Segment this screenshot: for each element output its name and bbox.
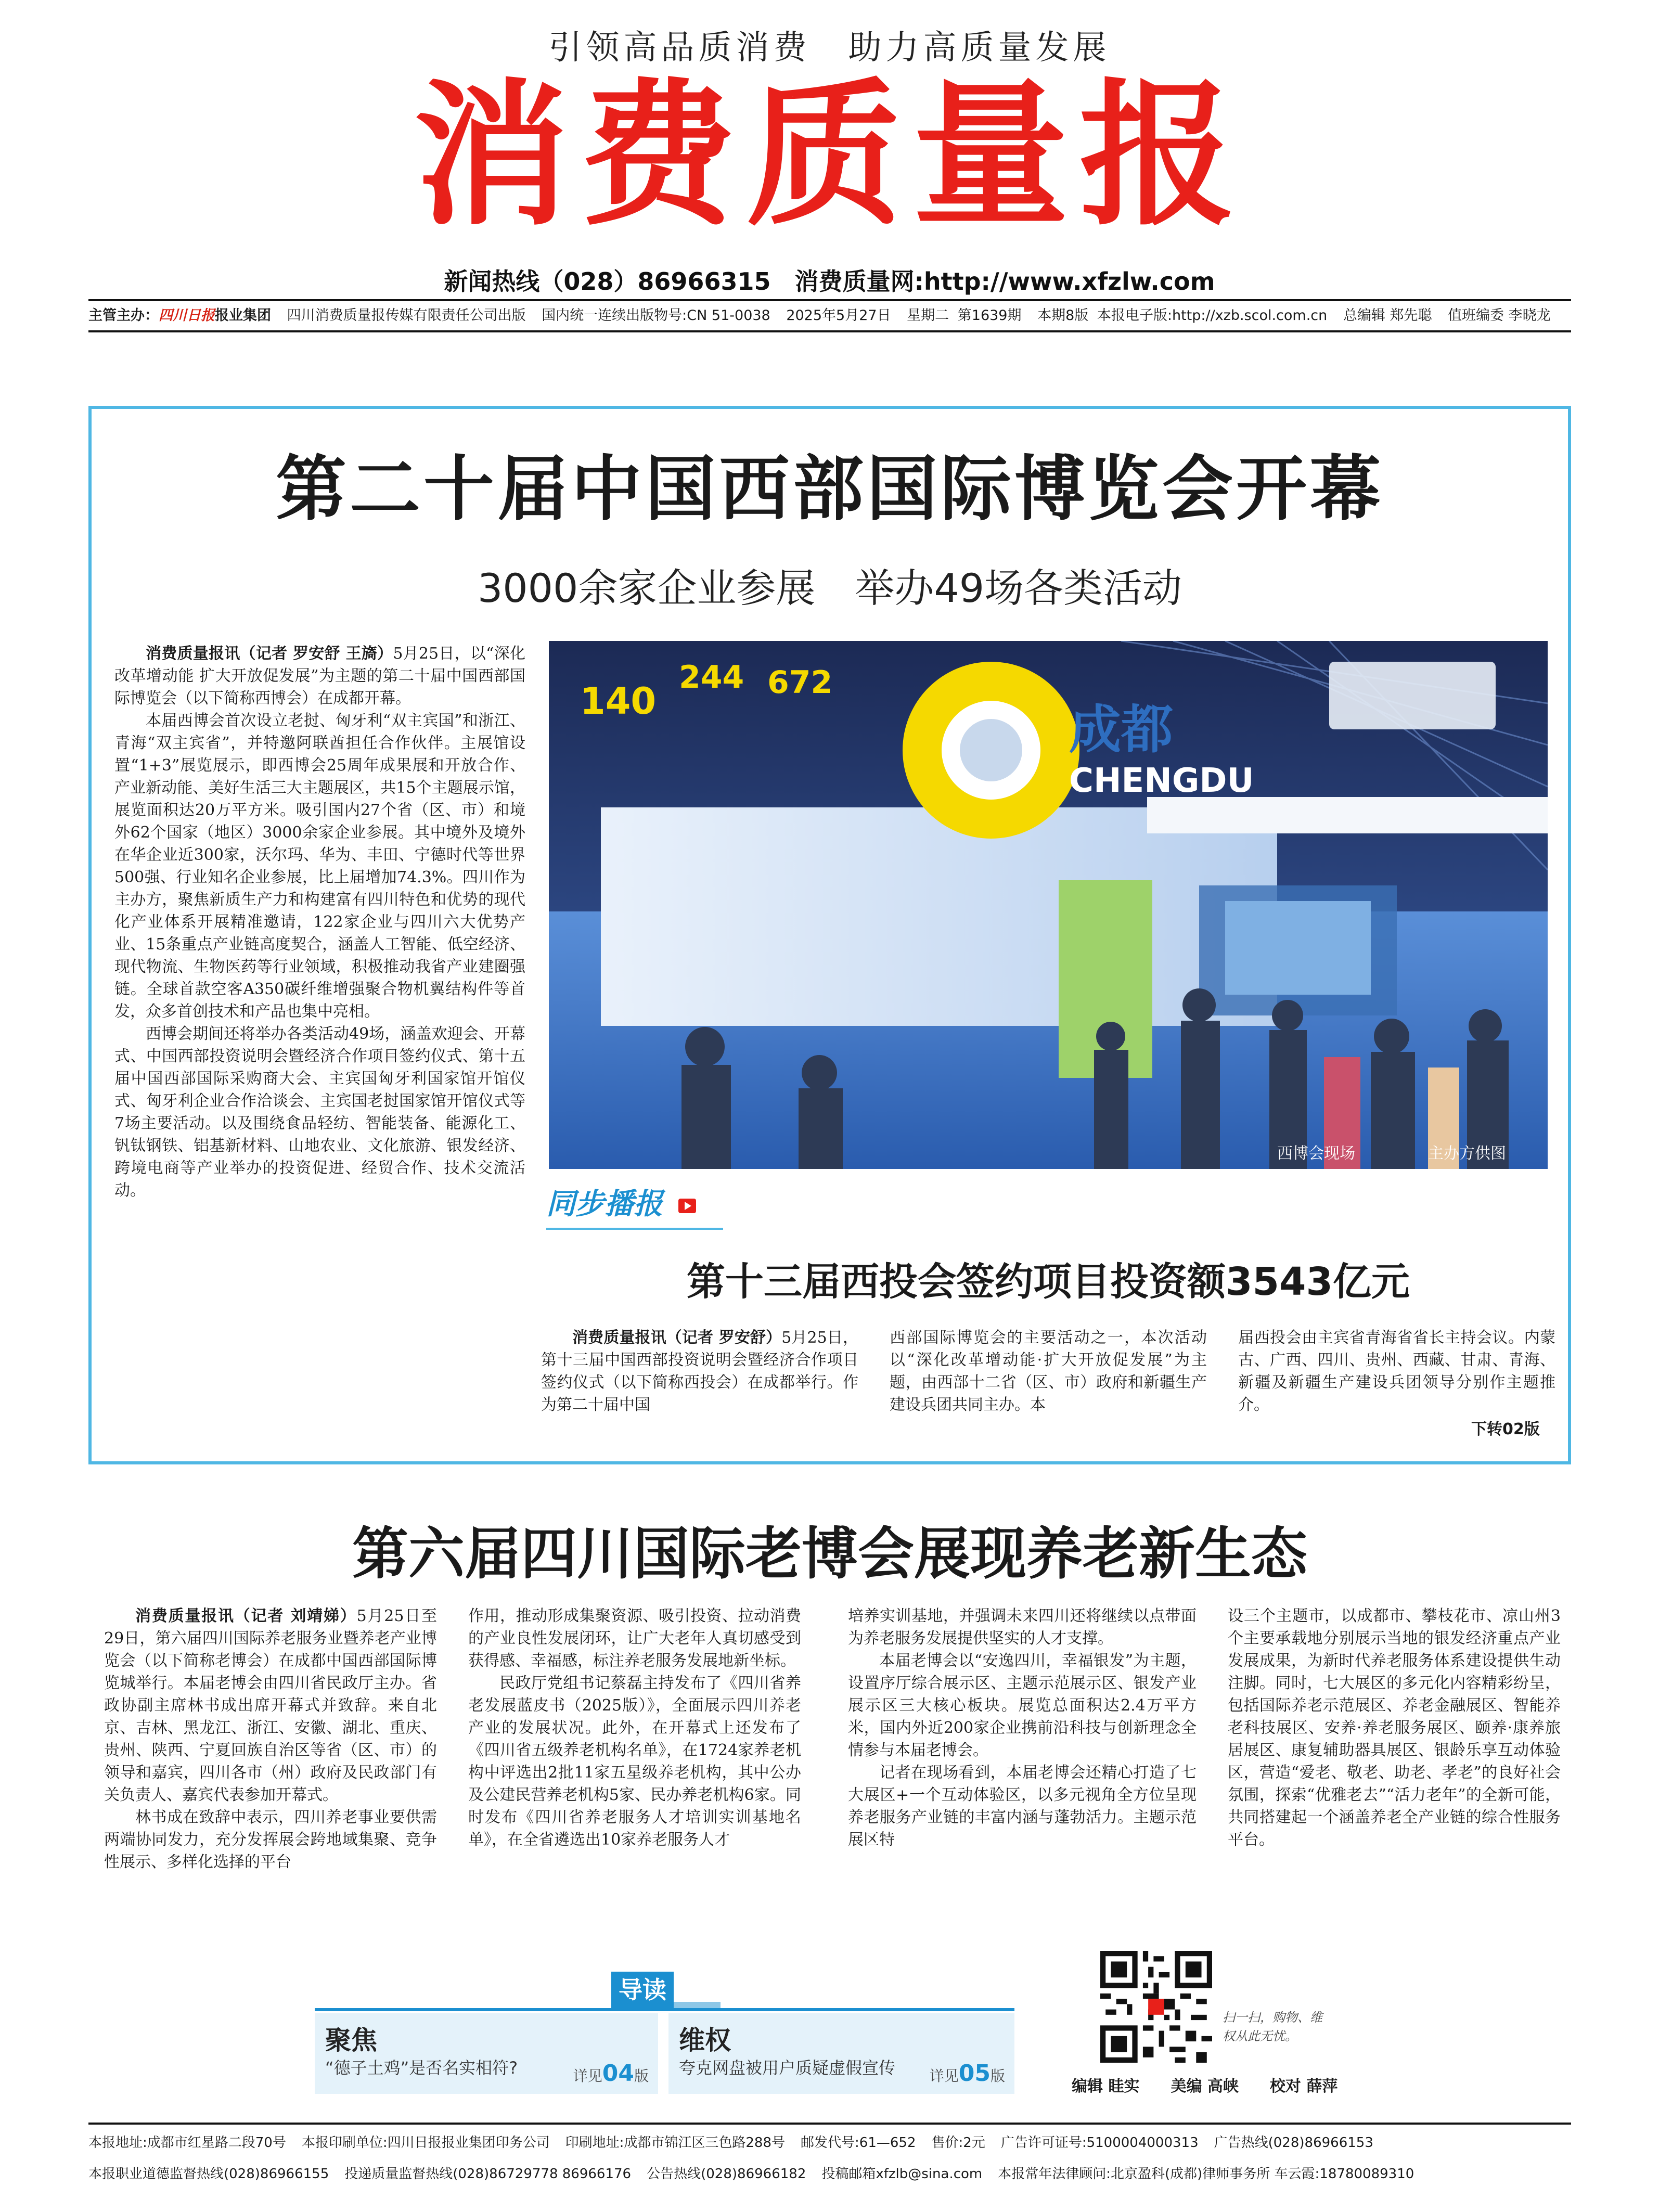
guide-item-focus[interactable] [315, 2013, 658, 2094]
guide-item-text: “德子土鸡”是否名实相符? [325, 2058, 518, 2078]
sichuan-daily-logo: 四川日报 [159, 307, 215, 324]
sync-column-1: 消费质量报讯（记者 罗安舒）5月25日，第十三届中国西部投资说明会暨经济合作项目签约仪式（以下简称西投会）在成都举行。作为第二十届中国 [541, 1329, 858, 1414]
footer-row-2: 本报职业道德监督热线(028)86966155 投递质量监督热线(028)86729778 86966176 公告热线(028)86966182 投稿邮箱xfzlb@sina.com 本报常年法律顾问:北京盈科(成都)律师事务所 车云霞:18780089310 [88, 2166, 1414, 2182]
expo-photo [549, 641, 1548, 1169]
sync-report-tag: 同步播报 [546, 1181, 723, 1230]
issue-number: 第1639期 [957, 307, 1022, 324]
photo-screen-number: 244 [679, 659, 744, 696]
publisher: 四川消费质量报传媒有限责任公司出版 [287, 307, 526, 324]
submission-email[interactable]: 投稿邮箱xfzlb@sina.com [821, 2166, 983, 2182]
guide-item-title: 维权 [679, 2025, 731, 2055]
masthead: 消费质量报 [413, 65, 1246, 247]
epaper-link[interactable]: 本报电子版:http://xzb.scol.com.cn [1097, 307, 1328, 324]
cn-number: 国内统一连续出版物号:CN 51-0038 [542, 307, 770, 324]
editor-credits: 编辑 眭实 美编 高峡 校对 薛萍 [1072, 2077, 1338, 2095]
guide-item-rights[interactable] [668, 2013, 1014, 2094]
sync-column-3: 届西投会由主宾省青海省省长主持会议。内蒙古、广西、四川、贵州、西藏、甘肃、青海、新疆及新疆生产建设兵团领导分别作主题推介。 [1238, 1329, 1555, 1414]
photo-screen-number: 140 [580, 680, 657, 723]
qr-code[interactable] [1100, 1951, 1212, 2063]
sync-headline: 第十三届西投会签约项目投资额3543亿元 [687, 1259, 1410, 1304]
photo-screen-number: 672 [767, 664, 833, 701]
second-headline: 第六届四川国际老博会展现养老新生态 [352, 1522, 1307, 1587]
photo-sign-cn: 成都 [1069, 699, 1173, 760]
guide-item-text: 夸克网盘被用户质疑虚假宣传 [679, 2058, 896, 2078]
issue-date: 2025年5月27日 [786, 307, 891, 324]
sponsor: 主管主办：四川日报报业集团 [88, 307, 271, 324]
guide-box [315, 1972, 1014, 2094]
sync-column-2: 西部国际博览会的主要活动之一，本次活动以“深化改革增动能·扩大开放促发展”为主题，由西部十二省（区、市）政府和新疆生产建设兵团共同主办。本 [890, 1329, 1207, 1414]
qr-note: 扫一扫，购物、维 权从此无忧。 [1223, 2010, 1322, 2043]
photo-sign-en: CHENGDU [1069, 762, 1254, 800]
hotline: 新闻热线（028）86966315 消费质量网:http://www.xfzlw.com [444, 267, 1215, 295]
photo-credit: 主办方供图 [1428, 1144, 1506, 1163]
chief-editor: 总编辑 郑先聪 [1343, 307, 1432, 324]
lead-headline: 第二十届中国西部国际博览会开幕 [276, 448, 1384, 531]
weekday: 星期二 [907, 307, 949, 324]
slogan: 引领高品质消费 助力高质量发展 [548, 29, 1111, 67]
guide-label: 导读 [611, 1972, 674, 2008]
second-column-2: 作用，推动形成集聚资源、吸引投资、拉动消费的产业良性发展闭环，让广大老年人真切感受到获得感、幸福感，标注养老服务发展地新坐标。 民政厅党组书记蔡磊主持发布了《四川省养老发展蓝皮书（2025版）》，全面展示四川养老产业的发展状况。此外，在开幕式上还发布了《四川省五级养老机构名单》，在1724家养老机构中评选出2批11家五星级养老机构，其中公办及公建民营养老机构5家、民办养老机构6家。同时发布《四川省养老服务人才培训实训基地名单》，在全省遴选出10家养老服务人才 [468, 1607, 801, 1849]
page-count: 本期8版 [1037, 307, 1089, 324]
info-bar [88, 299, 1571, 332]
second-column-3: 培养实训基地，并强调未来四川还将继续以点带面为养老服务发展提供坚实的人才支撑。 本届老博会以“安逸四川，幸福银发”为主题，设置序厅综合展示区、主题示范展示区、银发产业展示区三大核心板块。展览总面积达2.4万平方米，国内外近200家企业携前沿科技与创新理念全情参与本届老博会。 记者在现场看到，本届老博会还精心打造了七大展区+一个互动体验区，以多元视角全方位呈现养老服务产业链的丰富内涵与蓬勃活力。主题示范展区特 [848, 1607, 1197, 1849]
footer-row-1: 本报地址:成都市红星路二段70号 本报印刷单位:四川日报报业集团印务公司 印刷地址:成都市锦江区三色路288号 邮发代号:61—652 售价:2元 广告许可证号:5100004000313 广告热线(028)86966153 [88, 2135, 1373, 2151]
lead-story-column: 消费质量报讯（记者 罗安舒 王旖）5月25日，以“深化改革增动能 扩大开放促发展”为主题的第二十届中国西部国际博览会（以下简称西博会）在成都开幕。 本届西博会首次设立老挝、匈牙利“双主宾国”和浙江、青海“双主宾省”，并特邀阿联酋担任合作伙伴。主展馆设置“1+3”展览展示，即西博会25周年成果展和开放合作、产业新动能、美好生活三大主题展区，共15个主题展示馆，展览面积达20万平方米。吸引国内27个省（区、市）和境外62个国家（地区）3000余家企业参展。其中境外及境外在华企业近300家，沃尔玛、华为、丰田、宁德时代等世界500强、行业知名企业参展，比上届增加74.3%。四川作为主办方，聚焦新质生产力和构建富有四川特色和优势的现代化产业体系开展精准邀请，122家企业与四川六大优势产业、15条重点产业链高度契合，涵盖人工智能、低空经济、现代物流、生物医药等行业领域，积极推动我省产业建圈强链。全球首款空客A350碳纤维增强聚合物机翼结构件等首发，众多首创技术和产品也集中亮相。 西博会期间还将举办各类活动49场，涵盖欢迎会、开幕式、中国西部投资说明会暨经济合作项目签约仪式、第十五届中国西部国际采购商大会、主宾国匈牙利国家馆开馆仪式、匈牙利企业合作洽谈会、主宾国老挝国家馆开馆仪式等7场主要活动。以及围绕食品轻纺、智能装备、能源化工、钒钛钢铁、铝基新材料、山地农业、文化旅游、银发经济、跨境电商等产业举办的投资促进、经贸合作、技术交流活动。 [114, 645, 525, 1200]
guide-page-ref: 详见04版 [573, 2060, 649, 2087]
lead-subheadline: 3000余家企业参展 举办49场各类活动 [477, 565, 1182, 611]
second-column-4: 设三个主题市，以成都市、攀枝花市、凉山州3个主要承载地分别展示当地的银发经济重点产业发展成果，为新时代养老服务体系建设提供生动注脚。同时，七大展区的多元化内容精彩纷呈，包括国际养老示范展区、养老金融展区、智能养老科技展区、安养·养老服务展区、颐养·康养旅居展区、康复辅助器具展区、银龄乐享互动体验区，营造“爱老、敬老、助老、孝老”的良好社会氛围，探索“优雅老去”“活力老年”的全新可能，共同搭建起一个涵盖养老全产业链的综合性服务平台。 [1228, 1607, 1561, 1849]
play-icon [678, 1199, 696, 1213]
jump-to-page[interactable]: 下转02版 [1467, 1416, 1540, 1439]
guide-page-ref: 详见05版 [929, 2060, 1005, 2087]
guide-item-title: 聚焦 [325, 2025, 377, 2055]
second-column-1: 消费质量报讯（记者 刘靖娣）5月25日至29日，第六届四川国际养老服务业暨养老产业博览会（以下简称老博会）在成都中国西部国际博览城举行。本届老博会由四川省民政厅主办。省政协副主席林书成出席开幕式并致辞。来自北京、吉林、黑龙江、浙江、安徽、湖北、重庆、贵州、陕西、宁夏回族自治区等省（区、市）的领导和嘉宾，四川各市（州）政府及民政部门有关负责人、嘉宾代表参加开幕式。 林书成在致辞中表示，四川养老事业要供需两端协同发力，充分发挥展会跨地域集聚、竞争性展示、多样化选择的平台 [104, 1607, 437, 1871]
photo-caption: 西博会现场 [1277, 1144, 1355, 1163]
duty-editor: 值班编委 李晓龙 [1448, 307, 1551, 324]
